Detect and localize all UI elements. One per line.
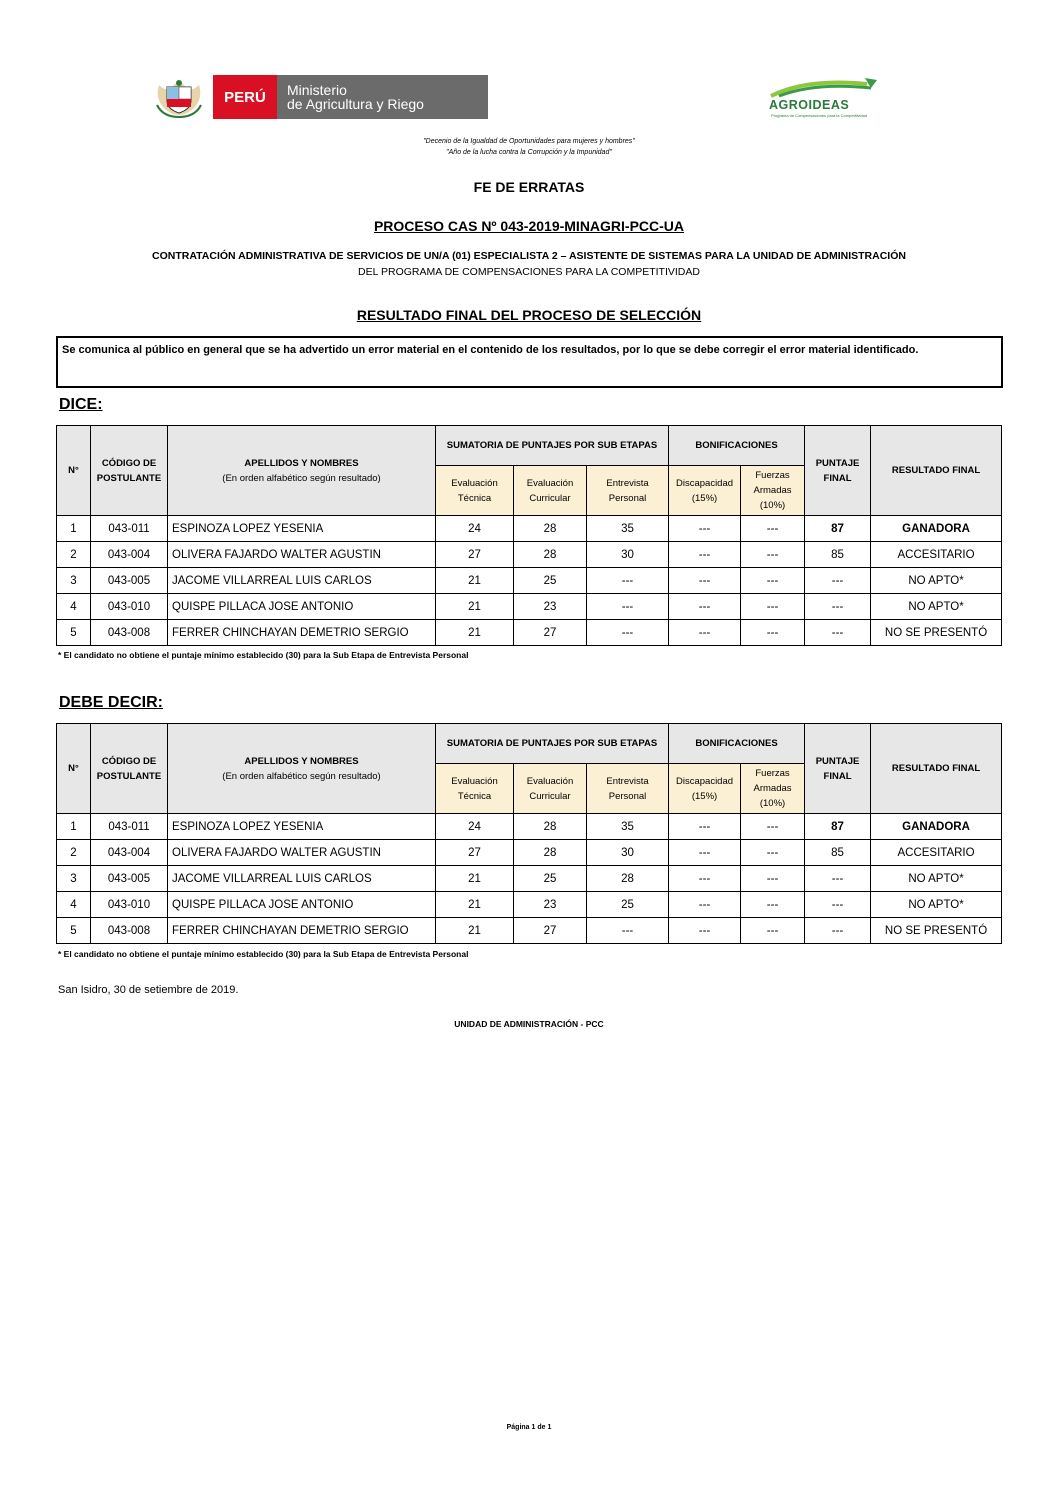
col-entrevista-header: Entrevista Personal xyxy=(587,764,669,814)
cell-codigo: 043-004 xyxy=(91,840,168,866)
col-discapacidad-header: Discapacidad (15%) xyxy=(669,466,741,516)
cell-tecnica: 27 xyxy=(436,542,514,568)
cell-curricular: 25 xyxy=(514,866,587,892)
table-row xyxy=(57,892,1002,918)
cell-fuerzas: --- xyxy=(741,840,805,866)
cell-fuerzas: --- xyxy=(741,542,805,568)
contratacion-line-2: DEL PROGRAMA DE COMPENSACIONES PARA LA COMPETITIVIDAD xyxy=(358,266,700,278)
cell-fuerzas: --- xyxy=(741,620,805,646)
col-puntaje-header: PUNTAJE FINAL xyxy=(805,724,871,814)
ministry-line-2: de Agricultura y Riego xyxy=(287,96,424,112)
table-row xyxy=(57,568,1002,594)
cell-nombre: QUISPE PILLACA JOSE ANTONIO xyxy=(168,892,436,918)
cell-discapacidad: --- xyxy=(669,840,741,866)
cell-codigo: 043-008 xyxy=(91,918,168,944)
cell-nombre: FERRER CHINCHAYAN DEMETRIO SERGIO xyxy=(168,620,436,646)
cell-puntaje: 87 xyxy=(805,814,871,840)
cell-discapacidad: --- xyxy=(669,516,741,542)
cell-entrevista: --- xyxy=(587,620,669,646)
cell-n: 5 xyxy=(57,620,91,646)
unit-signature: UNIDAD DE ADMINISTRACIÓN - PCC xyxy=(454,1019,604,1029)
cell-tecnica: 24 xyxy=(436,516,514,542)
apellidos-sub-label: (En orden alfabético según resultado) xyxy=(222,770,381,782)
cell-tecnica: 21 xyxy=(436,918,514,944)
debe-decir-table xyxy=(56,723,1002,944)
cell-entrevista: 35 xyxy=(587,814,669,840)
ministry-logo xyxy=(153,75,488,119)
cell-codigo: 043-008 xyxy=(91,620,168,646)
cell-resultado: GANADORA xyxy=(871,814,1002,840)
cell-discapacidad: --- xyxy=(669,568,741,594)
cell-entrevista: --- xyxy=(587,594,669,620)
cell-tecnica: 24 xyxy=(436,814,514,840)
cell-fuerzas: --- xyxy=(741,594,805,620)
cell-resultado: NO APTO* xyxy=(871,568,1002,594)
coat-of-arms-icon xyxy=(153,75,205,119)
cell-entrevista: 35 xyxy=(587,516,669,542)
table-row xyxy=(57,542,1002,568)
apellidos-label: APELLIDOS Y NOMBRES xyxy=(244,755,359,767)
dice-label: DICE: xyxy=(59,396,103,413)
cell-nombre: ESPINOZA LOPEZ YESENIA xyxy=(168,516,436,542)
debe-decir-label: DEBE DECIR: xyxy=(59,694,164,711)
cell-puntaje: --- xyxy=(805,866,871,892)
cell-fuerzas: --- xyxy=(741,814,805,840)
cell-n: 2 xyxy=(57,542,91,568)
agroideas-name: AGROIDEAS xyxy=(769,98,850,112)
cell-resultado: ACCESITARIO xyxy=(871,542,1002,568)
cell-curricular: 23 xyxy=(514,594,587,620)
sumatoria-header: SUMATORIA DE PUNTAJES POR SUB ETAPAS xyxy=(436,426,669,466)
col-fuerzas-header: Fuerzas Armadas (10%) xyxy=(741,764,805,814)
debe-decir-footnote: * El candidato no obtiene el puntaje mínimo establecido (30) para la Sub Etapa de Entrevista Personal xyxy=(58,949,469,959)
col-discapacidad-header: Discapacidad (15%) xyxy=(669,764,741,814)
cell-nombre: QUISPE PILLACA JOSE ANTONIO xyxy=(168,594,436,620)
dice-footnote: * El candidato no obtiene el puntaje mínimo establecido (30) para la Sub Etapa de Entrevista Personal xyxy=(58,650,469,660)
cell-discapacidad: --- xyxy=(669,918,741,944)
cell-entrevista: 25 xyxy=(587,892,669,918)
col-n-header: N° xyxy=(57,426,91,516)
col-curricular-header: Evaluación Curricular xyxy=(514,764,587,814)
col-resultado-header: RESULTADO FINAL xyxy=(871,426,1002,516)
cell-entrevista: 30 xyxy=(587,840,669,866)
cell-discapacidad: --- xyxy=(669,620,741,646)
table-row xyxy=(57,620,1002,646)
agroideas-tagline: Programa de Compensaciones para la Competitividad xyxy=(771,113,868,118)
dice-table xyxy=(56,425,1002,646)
ministry-line-1: Ministerio xyxy=(287,82,347,98)
cell-fuerzas: --- xyxy=(741,516,805,542)
cell-n: 3 xyxy=(57,866,91,892)
cell-entrevista: 28 xyxy=(587,866,669,892)
sumatoria-header: SUMATORIA DE PUNTAJES POR SUB ETAPAS xyxy=(436,724,669,764)
cell-puntaje: 85 xyxy=(805,840,871,866)
cell-puntaje: 85 xyxy=(805,542,871,568)
col-codigo-header: CÓDIGO DE POSTULANTE xyxy=(91,426,168,516)
cell-fuerzas: --- xyxy=(741,892,805,918)
col-apellidos-header xyxy=(168,426,436,516)
cell-codigo: 043-005 xyxy=(91,866,168,892)
proceso-title: PROCESO CAS Nº 043-2019-MINAGRI-PCC-UA xyxy=(373,218,685,234)
bonificaciones-header: BONIFICACIONES xyxy=(669,426,805,466)
cell-tecnica: 21 xyxy=(436,620,514,646)
cell-discapacidad: --- xyxy=(669,892,741,918)
cell-fuerzas: --- xyxy=(741,866,805,892)
table-row xyxy=(57,814,1002,840)
cell-codigo: 043-005 xyxy=(91,568,168,594)
cell-fuerzas: --- xyxy=(741,568,805,594)
cell-entrevista: 30 xyxy=(587,542,669,568)
col-curricular-header: Evaluación Curricular xyxy=(514,466,587,516)
cell-resultado: NO APTO* xyxy=(871,866,1002,892)
table-row xyxy=(57,594,1002,620)
table-row xyxy=(57,918,1002,944)
page-number: Página 1 de 1 xyxy=(506,1424,552,1431)
table-row xyxy=(57,866,1002,892)
cell-discapacidad: --- xyxy=(669,814,741,840)
cell-n: 5 xyxy=(57,918,91,944)
cell-fuerzas: --- xyxy=(741,918,805,944)
cell-curricular: 27 xyxy=(514,620,587,646)
apellidos-label: APELLIDOS Y NOMBRES xyxy=(244,457,359,469)
cell-resultado: GANADORA xyxy=(871,516,1002,542)
cell-nombre: JACOME VILLARREAL LUIS CARLOS xyxy=(168,866,436,892)
col-resultado-header: RESULTADO FINAL xyxy=(871,724,1002,814)
cell-puntaje: --- xyxy=(805,594,871,620)
fe-erratas-title: FE DE ERRATAS xyxy=(473,179,585,195)
col-entrevista-header: Entrevista Personal xyxy=(587,466,669,516)
cell-entrevista: --- xyxy=(587,568,669,594)
table-row xyxy=(57,516,1002,542)
col-apellidos-header xyxy=(168,724,436,814)
cell-resultado: NO SE PRESENTÓ xyxy=(871,918,1002,944)
cell-codigo: 043-010 xyxy=(91,594,168,620)
decenio-text: "Decenio de la Igualdad de Oportunidades para mujeres y hombres" xyxy=(423,138,635,145)
cell-tecnica: 27 xyxy=(436,840,514,866)
cell-tecnica: 21 xyxy=(436,568,514,594)
cell-puntaje: --- xyxy=(805,620,871,646)
table-row xyxy=(57,840,1002,866)
cell-n: 2 xyxy=(57,840,91,866)
bonificaciones-header: BONIFICACIONES xyxy=(669,724,805,764)
cell-discapacidad: --- xyxy=(669,542,741,568)
agroideas-swoosh-icon xyxy=(767,74,885,98)
cell-entrevista: --- xyxy=(587,918,669,944)
cell-n: 1 xyxy=(57,516,91,542)
cell-codigo: 043-011 xyxy=(91,814,168,840)
cell-curricular: 27 xyxy=(514,918,587,944)
contratacion-line-1: CONTRATACIÓN ADMINISTRATIVA DE SERVICIOS DE UN/A (01) ESPECIALISTA 2 – ASISTENTE DE SISTEMAS PARA LA UNIDAD DE ADMINISTRACIÓN xyxy=(152,250,906,262)
cell-nombre: FERRER CHINCHAYAN DEMETRIO SERGIO xyxy=(168,918,436,944)
cell-codigo: 043-011 xyxy=(91,516,168,542)
cell-puntaje: --- xyxy=(805,918,871,944)
resultado-title: RESULTADO FINAL DEL PROCESO DE SELECCIÓN xyxy=(356,307,702,323)
signoff-date: San Isidro, 30 de setiembre de 2019. xyxy=(58,984,239,996)
cell-n: 3 xyxy=(57,568,91,594)
col-fuerzas-header: Fuerzas Armadas (10%) xyxy=(741,466,805,516)
cell-nombre: JACOME VILLARREAL LUIS CARLOS xyxy=(168,568,436,594)
cell-tecnica: 21 xyxy=(436,594,514,620)
cell-curricular: 28 xyxy=(514,516,587,542)
cell-nombre: ESPINOZA LOPEZ YESENIA xyxy=(168,814,436,840)
cell-n: 1 xyxy=(57,814,91,840)
cell-resultado: NO SE PRESENTÓ xyxy=(871,620,1002,646)
cell-puntaje: --- xyxy=(805,568,871,594)
cell-curricular: 28 xyxy=(514,542,587,568)
col-puntaje-header: PUNTAJE FINAL xyxy=(805,426,871,516)
cell-curricular: 23 xyxy=(514,892,587,918)
cell-tecnica: 21 xyxy=(436,892,514,918)
anio-text: "Año de la lucha contra la Corrupción y la Impunidad" xyxy=(446,149,612,156)
cell-resultado: NO APTO* xyxy=(871,594,1002,620)
apellidos-sub-label: (En orden alfabético según resultado) xyxy=(222,472,381,484)
cell-nombre: OLIVERA FAJARDO WALTER AGUSTIN xyxy=(168,542,436,568)
cell-resultado: ACCESITARIO xyxy=(871,840,1002,866)
cell-tecnica: 21 xyxy=(436,866,514,892)
peru-label: PERÚ xyxy=(213,75,277,119)
error-notice: Se comunica al público en general que se ha advertido un error material en el contenido de los resultados, por lo que se debe corregir el error material identificado. xyxy=(56,336,1003,388)
cell-nombre: OLIVERA FAJARDO WALTER AGUSTIN xyxy=(168,840,436,866)
col-tecnica-header: Evaluación Técnica xyxy=(436,466,514,516)
cell-curricular: 25 xyxy=(514,568,587,594)
cell-resultado: NO APTO* xyxy=(871,892,1002,918)
cell-n: 4 xyxy=(57,594,91,620)
cell-curricular: 28 xyxy=(514,840,587,866)
cell-discapacidad: --- xyxy=(669,866,741,892)
cell-curricular: 28 xyxy=(514,814,587,840)
cell-puntaje: --- xyxy=(805,892,871,918)
col-codigo-header: CÓDIGO DE POSTULANTE xyxy=(91,724,168,814)
col-tecnica-header: Evaluación Técnica xyxy=(436,764,514,814)
ministry-name xyxy=(277,75,488,119)
col-n-header: N° xyxy=(57,724,91,814)
cell-n: 4 xyxy=(57,892,91,918)
cell-discapacidad: --- xyxy=(669,594,741,620)
agroideas-logo xyxy=(767,74,885,120)
cell-puntaje: 87 xyxy=(805,516,871,542)
cell-codigo: 043-004 xyxy=(91,542,168,568)
cell-codigo: 043-010 xyxy=(91,892,168,918)
